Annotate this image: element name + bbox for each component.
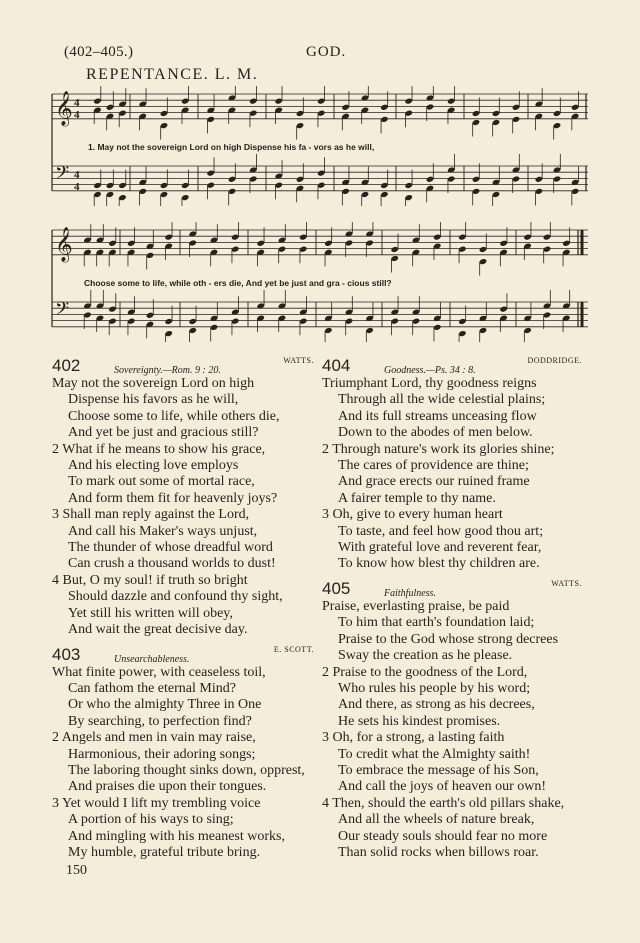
verse-line: And there, as strong as his decrees, xyxy=(338,697,535,713)
verse-line: And grace erects our ruined frame xyxy=(338,474,530,490)
bass-clef-icon: 𝄢 xyxy=(55,163,70,188)
hymn-header xyxy=(322,358,582,376)
time-signature-top: 4 xyxy=(74,97,80,109)
verse-line: And yet be just and gracious still? xyxy=(68,425,259,441)
hymn-subject: Goodness.—Ps. 34 : 8. xyxy=(384,365,476,376)
verse-line: My humble, grateful tribute bring. xyxy=(68,844,261,860)
treble-clef-icon: 𝄞 xyxy=(55,227,73,262)
verse-line: The thunder of whose dreadful word xyxy=(68,540,273,556)
verse-line: To embrace the message of his Son, xyxy=(338,762,539,778)
hymn-subject: Unsearchableness. xyxy=(114,653,190,665)
hymn-header xyxy=(52,644,314,665)
verse-line: To taste, and feel how good thou art; xyxy=(338,523,544,539)
hymn-number: 403 xyxy=(52,644,81,664)
section-title: GOD. xyxy=(306,44,347,60)
verse-line: And all the wheels of nature break, xyxy=(338,812,535,828)
time-signature-top: 4 xyxy=(74,169,80,181)
verse-line: To credit what the Almighty saith! xyxy=(338,746,531,762)
lyrics-line-1: 1. May not the sovereign Lord on high Dispense his fa - vors as he will, xyxy=(88,142,375,152)
hymn-author: WATTS. xyxy=(283,356,314,365)
verse-line: 3 Shall man reply against the Lord, xyxy=(52,507,250,523)
verse-line: Can fathom the eternal Mind? xyxy=(68,680,236,696)
verse-line: The cares of providence are thine; xyxy=(338,458,529,474)
verse-line: And his electing love employs xyxy=(68,458,239,474)
verse-line: 3 Yet would I lift my trembling voice xyxy=(52,795,261,811)
verse-line: Triumphant Lord, thy goodness reigns xyxy=(322,376,537,391)
verse-line: He sets his kindest promises. xyxy=(338,713,501,729)
lyrics-line-2: Choose some to life, while oth - ers die, And yet be just and gra - cious still? xyxy=(84,278,392,288)
verse-line: 3 Oh, give to every human heart xyxy=(322,507,503,523)
hymn-author: DODDRIDGE. xyxy=(527,356,582,365)
verse-line: And wait the great decisive day. xyxy=(68,622,248,638)
verse-line: And form them fit for heavenly joys? xyxy=(68,490,278,506)
verse-line: And call the joys of heaven our own! xyxy=(338,779,546,795)
verse-line: Our steady souls should fear no more xyxy=(338,828,548,844)
verse-line: 2 What if he means to show his grace, xyxy=(52,441,266,457)
hymn-author: WATTS. xyxy=(551,578,582,588)
verse-line: Choose some to life, while others die, xyxy=(68,408,280,424)
verse-line: Yet still his written will obey, xyxy=(68,605,233,621)
verse-line: 4 But, O my soul! if truth so bright xyxy=(52,572,248,588)
time-signature-bottom: 4 xyxy=(74,181,80,193)
hymn-range: (402–405.) xyxy=(64,44,134,60)
verse-line: And its full streams unceasing flow xyxy=(338,408,537,424)
verse-line: Can crush a thousand worlds to dust! xyxy=(68,556,276,572)
verse-line: Sway the creation as he please. xyxy=(338,648,513,664)
verse-line: 2 Praise to the goodness of the Lord, xyxy=(322,664,528,680)
verse-line: 4 Then, should the earth's old pillars shake, xyxy=(322,795,565,811)
verse-line: A fairer temple to thy name. xyxy=(338,490,496,506)
verse-line: And praises die upon their tongues. xyxy=(68,779,267,795)
hymn-header xyxy=(52,358,314,376)
verse-line: By searching, to perfection find? xyxy=(68,713,252,729)
verse-line: Down to the abodes of men below. xyxy=(338,425,533,441)
bass-clef-icon: 𝄢 xyxy=(55,299,70,324)
tune-meter: L. M. xyxy=(214,66,259,83)
verse-line: With grateful love and reverent fear, xyxy=(338,540,542,556)
hymn-author: E. SCOTT. xyxy=(273,644,314,654)
hymn-subject: Faithfulness. xyxy=(384,587,436,599)
verse-line: And call his Maker's ways unjust, xyxy=(68,523,258,539)
verse-line: Through all the wide celestial plains; xyxy=(338,392,546,408)
verse-line: A portion of his ways to sing; xyxy=(68,812,234,828)
hymn-404 xyxy=(322,358,582,573)
hymn-subject: Sovereignty.—Rom. 9 : 20. xyxy=(114,365,221,376)
verse-line: Than solid rocks when billows roar. xyxy=(338,844,539,860)
verse-line: 3 Oh, for a strong, a lasting faith xyxy=(322,730,505,746)
hymn-402 xyxy=(52,358,314,639)
verse-line: Or who the almighty Three in One xyxy=(68,697,262,713)
left-column xyxy=(52,358,314,861)
hymn-403 xyxy=(52,644,314,862)
verse-line: Dispense his favors as he will, xyxy=(68,392,239,408)
time-signature-bottom: 4 xyxy=(74,109,80,121)
tune-heading xyxy=(86,66,258,84)
verse-line: Should dazzle and confound thy sight, xyxy=(68,589,283,605)
verse-line: And mingling with his meanest works, xyxy=(68,828,285,844)
right-column xyxy=(322,358,582,861)
verse-line: 2 Through nature's work its glories shine; xyxy=(322,441,555,457)
treble-clef-icon: 𝄞 xyxy=(55,91,73,126)
page-number: 150 xyxy=(66,863,87,878)
verse-line: Who rules his people by his word; xyxy=(338,680,531,696)
hymn-number: 402 xyxy=(52,356,81,375)
hymn-number: 405 xyxy=(322,578,351,598)
verse-line: Praise to the God whose strong decrees xyxy=(338,631,559,647)
verse-line: To him that earth's foundation laid; xyxy=(338,615,535,631)
tune-name: REPENTANCE. xyxy=(86,66,210,83)
hymn-405 xyxy=(322,578,582,862)
verse-line: Praise, everlasting praise, be paid xyxy=(322,598,510,614)
verse-line: Harmonious, their adoring songs; xyxy=(68,746,256,762)
verse-line: The laboring thought sinks down, opprest, xyxy=(68,762,305,778)
music-system-1 xyxy=(50,86,590,206)
verse-line: 2 Angels and men in vain may raise, xyxy=(52,730,256,746)
hymn-header xyxy=(322,578,582,599)
music-system-2 xyxy=(50,222,590,342)
verse-line: What finite power, with ceaseless toil, xyxy=(52,664,266,680)
verse-line: To know how blest thy children are. xyxy=(338,556,540,572)
hymn-number: 404 xyxy=(322,356,351,375)
verse-line: To mark out some of mortal race, xyxy=(68,474,255,490)
verse-line: May not the sovereign Lord on high xyxy=(52,376,255,391)
